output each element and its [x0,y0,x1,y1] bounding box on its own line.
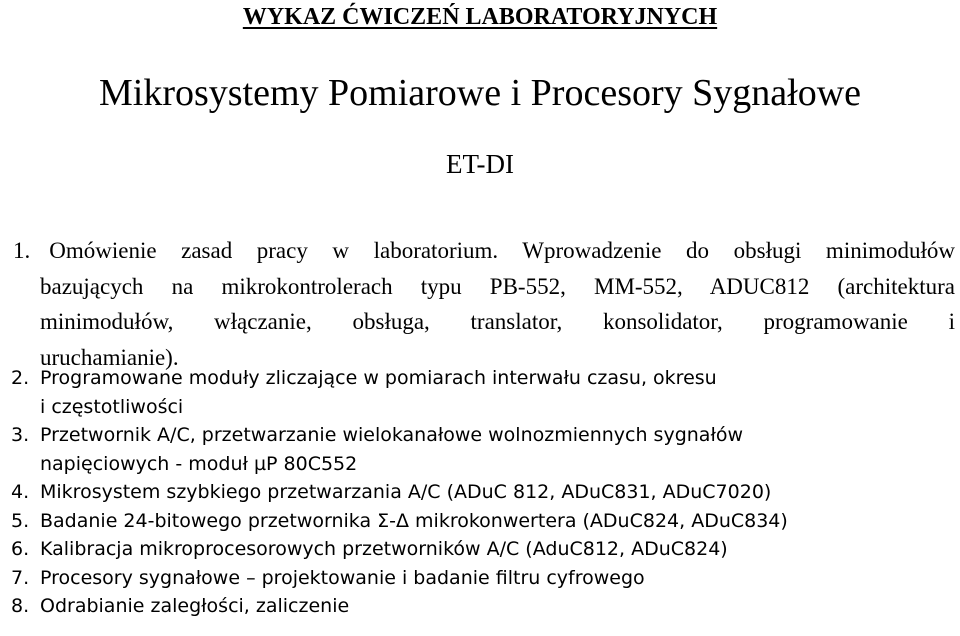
exercise-7-number: 7. [11,566,30,589]
exercise-list [0,364,960,621]
exercise-2-number: 2. [11,367,30,389]
exercise-3-text-line-1: Przetwornik A/C, przetwarzanie wielokanałowe wolnozmiennych sygnałów [40,424,744,446]
exercise-1-text-line-3: minimodułów, włączanie, obsługa, translator, konsolidator, programowanie i [40,309,955,334]
exercise-5-text: Badanie 24-bitowego przetwornika Σ-Δ mikrokonwertera (ADuC824, ADuC834) [40,509,788,532]
exercise-1-text-line-2: bazujących na mikrokontrolerach typu PB-552, MM-552, ADUC812 (architektura [40,273,955,299]
exercise-2-text-line-1: Programowane moduły zliczające w pomiarach interwału czasu, okresu [40,367,717,389]
exercise-8-text: Odrabianie zaległości, zaliczenie [40,595,350,617]
exercise-item-5 [0,507,960,536]
exercise-3-number: 3. [11,424,30,446]
exercise-1-text-line-4: uruchamianie). [40,344,179,370]
exercise-item-2 [0,364,960,421]
exercise-item-8 [0,592,960,621]
exercise-item-6 [0,535,960,564]
exercise-7-text: Procesory sygnałowe – projektowanie i badanie filtru cyfrowego [40,566,645,589]
exercise-1-text-line-1: Omówienie zasad pracy w laboratorium. Wprowadzenie do obsługi minimodułów [49,238,955,263]
exercise-item-3 [0,421,960,478]
exercise-6-text: Kalibracja mikroprocesorowych przetworników A/C (AduC812, ADuC824) [40,538,728,560]
document-heading: WYKAZ ĆWICZEŃ LABORATORYJNYCH [242,4,718,30]
exercise-2-text-line-2: i częstotliwości [40,395,184,418]
exercise-item-1 [13,233,955,375]
exercise-item-4 [0,478,960,507]
exercise-1-line-1 [13,233,955,269]
course-code: ET-DI [446,149,514,179]
exercise-5-number: 5. [11,509,30,532]
exercise-4-text: Mikrosystem szybkiego przetwarzania A/C (ADuC 812, ADuC831, ADuC7020) [40,481,772,503]
exercise-6-number: 6. [11,538,30,560]
exercise-1-number: 1. [13,238,31,263]
exercise-3-text-line-2: napięciowych - moduł µP 80C552 [40,452,358,475]
course-title: Mikrosystemy Pomiarowe i Procesory Sygnałowe [98,72,862,114]
exercise-8-number: 8. [11,595,30,617]
exercise-4-number: 4. [11,481,30,503]
exercise-item-7 [0,564,960,593]
